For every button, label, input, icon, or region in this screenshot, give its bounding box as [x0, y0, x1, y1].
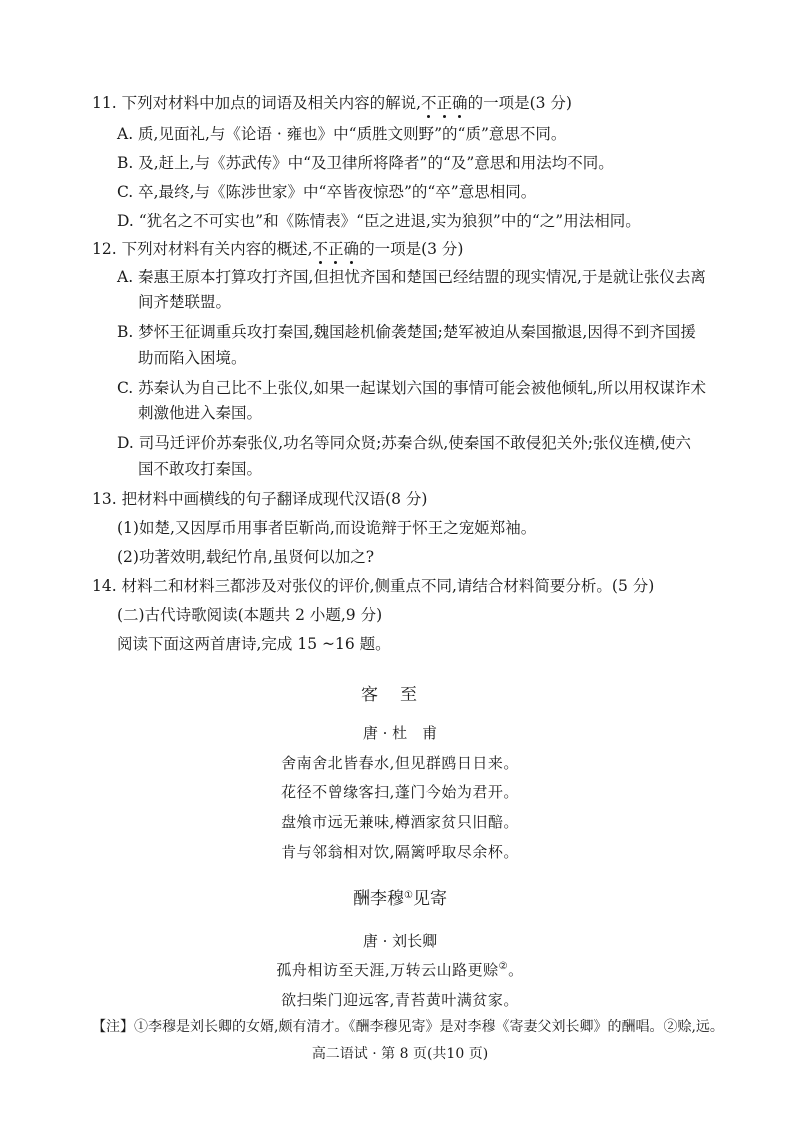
q12-option-a-line1: A. 秦惠王原本打算攻打齐国,但担忧齐国和楚国已经结盟的现实情况,于是就让张仪去离	[117, 268, 706, 286]
q12-option-d-line1: D. 司马迁评价苏秦张仪,功名等同众贤;苏秦合纵,使秦国不敢侵犯关外;张仪连横,使六	[117, 434, 691, 452]
emphasis-char: 正	[328, 240, 344, 258]
footnote-marker: ②	[498, 961, 509, 972]
poem1-line-1: 舍南舍北皆春水,但见群鸥日日来。	[281, 754, 519, 772]
q12-option-d-line2: 国不敢攻打秦国。	[138, 460, 263, 478]
section-instruction: 阅读下面这两首唐诗,完成 15 ~16 题。	[117, 635, 391, 653]
q13-item-1: (1)如楚,又因厚币用事者臣靳尚,而设诡辩于怀王之宠姬郑袖。	[117, 519, 537, 537]
q11-option-c: C. 卒,最终,与《陈涉世家》中“卒皆夜惊恐”的“卒”意思相同。	[117, 183, 537, 201]
q12-option-c-line1: C. 苏秦认为自己比不上张仪,如果一起谋划六国的事情可能会被他倾轧,所以用权谋诈术	[117, 379, 707, 397]
q11-stem: 11. 下列对材料中加点的词语及相关内容的解说,不正确的一项是(3 分)	[92, 94, 572, 112]
q12-option-c-line2: 刺激他进入秦国。	[138, 404, 263, 422]
q12-stem: 12. 下列对材料有关内容的概述,不正确的一项是(3 分)	[92, 240, 464, 258]
emphasis-char: 不	[312, 240, 329, 258]
poem2-author: 唐 · 刘长卿	[362, 932, 438, 950]
emphasis-char: 不	[421, 94, 437, 112]
poem2-line-2: 欲扫柴门迎远客,青苔黄叶满贫家。	[281, 991, 519, 1009]
q11-option-a: A. 质,见面礼,与《论语 · 雍也》中“质胜文则野”的“质”意思不同。	[117, 125, 567, 143]
poem1-line-4: 肯与邻翁相对饮,隔篱呼取尽余杯。	[281, 843, 519, 861]
footnote-marker: ①	[404, 890, 413, 901]
q13-item-2: (2)功著效明,载纪竹帛,虽贤何以加之?	[117, 548, 375, 566]
poem2-line-1: 孤舟相访至天涯,万转云山路更赊②。	[276, 961, 524, 979]
poem1-author: 唐 · 杜 甫	[362, 724, 438, 742]
section-heading: (二)古代诗歌阅读(本题共 2 小题,9 分)	[117, 606, 383, 624]
poem1-line-3: 盘飧市远无兼味,樽酒家贫只旧醅。	[281, 813, 519, 831]
q12-option-a-line2: 间齐楚联盟。	[138, 293, 232, 311]
q12-option-b-line2: 助而陷入困境。	[138, 349, 247, 367]
emphasis-char: 确	[452, 94, 468, 112]
page-footer: 高二语试 · 第 8 页(共10 页)	[311, 1046, 489, 1062]
emphasis-char: 正	[436, 94, 453, 112]
q13-stem: 13. 把材料中画横线的句子翻译成现代汉语(8 分)	[92, 490, 428, 508]
emphasis-char: 确	[343, 240, 360, 258]
q14-stem: 14. 材料二和材料三都涉及对张仪的评价,侧重点不同,请结合材料简要分析。(5 分)	[92, 577, 655, 595]
poem2-title: 酬李穆①见寄	[353, 889, 447, 909]
poem1-title: 客至	[361, 685, 439, 705]
q12-option-b-line1: B. 梦怀王征调重兵攻打秦国,魏国趁机偷袭楚国;楚军被迫从秦国撤退,因得不到齐国援	[117, 323, 696, 341]
footnote: 【注】①李穆是刘长卿的女婿,颇有清才。《酬李穆见寄》是对李穆《寄妻父刘长卿》的酬唱。②赊,远。	[92, 1019, 724, 1035]
poem1-line-2: 花径不曾缘客扫,蓬门今始为君开。	[281, 783, 519, 801]
q11-option-d: D. “犹名之不可实也”和《陈情表》“臣之进退,实为狼狈”中的“之”用法相同。	[117, 212, 641, 230]
q11-option-b: B. 及,赶上,与《苏武传》中“及卫律所将降者”的“及”意思和用法均不同。	[117, 154, 614, 172]
